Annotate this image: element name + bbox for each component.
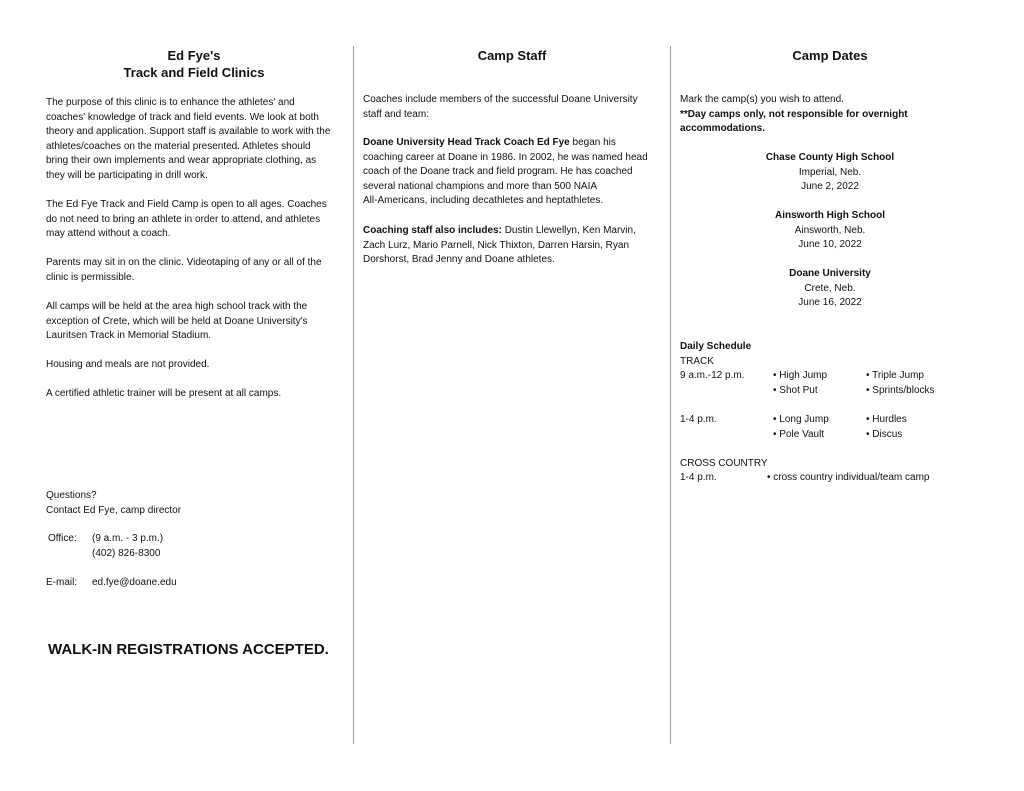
text-line: do not need to bring an athlete in order to attend, and athletes <box>46 213 321 225</box>
event-item: • Hurdles <box>866 414 907 425</box>
camp-entry-chase[interactable] <box>730 151 930 195</box>
office-hours: (9 a.m. - 3 p.m.) <box>92 533 164 544</box>
camp-date: June 2, 2022 <box>801 181 859 193</box>
text-line: exception of Crete, which will be held at Doane University's <box>46 315 308 327</box>
coaching-staff-paragraph <box>363 224 636 268</box>
contact-line: Contact Ed Fye, camp director <box>46 504 182 516</box>
camp-dates-title: Camp Dates <box>792 48 868 63</box>
camp-city: Imperial, Neb. <box>798 166 862 178</box>
day-camp-note: **Day camps only, not responsible for overnight <box>680 108 908 120</box>
text-line: Parents may sit in on the clinic. Videotaping of any or all of the <box>46 257 322 268</box>
clinic-title <box>46 47 342 81</box>
email-label: E-mail: <box>46 577 78 588</box>
event-item: • Sprints/blocks <box>866 384 935 396</box>
camp-entry-doane[interactable] <box>730 267 930 311</box>
camp-city: Crete, Neb. <box>804 282 856 294</box>
text-line: Lauritsen Track in Memorial Stadium. <box>46 330 212 342</box>
text-line: The Ed Fye Track and Field Camp is open to all ages. Coaches <box>46 199 327 210</box>
purpose-paragraph <box>46 96 330 184</box>
text-line: theory and application. Support staff is available to work with the <box>46 126 331 138</box>
text-line <box>363 136 648 151</box>
questions-label: Questions? <box>46 490 97 501</box>
office-info <box>92 532 163 561</box>
location-paragraph <box>46 300 307 344</box>
event-item: • Long Jump <box>773 414 829 425</box>
email-link[interactable]: ed.fye@doane.edu <box>92 577 177 588</box>
xc-time: 1-4 p.m. <box>680 472 717 483</box>
housing-paragraph: Housing and meals are not provided. <box>46 359 210 370</box>
schedule-header <box>680 340 751 369</box>
clinic-title-line1: Ed Fye's <box>167 48 221 63</box>
open-to-all-paragraph <box>46 198 327 242</box>
text-line: staff and team: <box>363 108 429 120</box>
head-coach-paragraph <box>363 136 648 209</box>
day-camp-note: accommodations. <box>680 123 766 135</box>
text-line: coaches' knowledge of track and field events. We look at both <box>46 111 319 123</box>
camp-dates-intro <box>680 93 908 137</box>
text-line: Dorshorst, Brad Jenny and Doane athletes. <box>363 254 555 266</box>
text-line: several national champions and more than 500 NAIA <box>363 180 598 192</box>
slot1-time: 9 a.m.-12 p.m. <box>680 370 745 381</box>
camp-school: Doane University <box>789 268 871 279</box>
camp-staff-title: Camp Staff <box>477 48 547 63</box>
text-line: athletes/coaches on the material presented. Athletes should <box>46 140 311 152</box>
event-item: • Shot Put <box>773 384 818 396</box>
text-line: they will be participating in drill work. <box>46 169 208 181</box>
event-item: • Discus <box>866 428 903 440</box>
text-line: All camps will be held at the area high school track with the <box>46 301 308 312</box>
camp-school: Ainsworth High School <box>775 210 885 221</box>
daily-schedule-title: Daily Schedule <box>680 341 752 352</box>
text-line: Coaches include members of the successful Doane University <box>363 94 638 105</box>
office-label: Office: <box>48 533 77 544</box>
column-divider-left <box>353 46 354 744</box>
office-phone: (402) 826-8300 <box>92 547 161 559</box>
event-item: • Triple Jump <box>866 370 924 381</box>
track-label: TRACK <box>680 355 714 367</box>
xc-event: • cross country individual/team camp <box>767 472 930 483</box>
text-line: bring their own implements and wear appropriate clothing, as <box>46 155 317 167</box>
text-line: coach of the Doane track and field program. He has coached <box>363 166 633 178</box>
cross-country-label: CROSS COUNTRY <box>680 458 768 469</box>
clinic-title-line2: Track and Field Clinics <box>123 65 265 80</box>
text-line: clinic is permissible. <box>46 271 135 283</box>
text-line: may attend without a coach. <box>46 228 171 240</box>
parents-paragraph <box>46 256 322 285</box>
camp-school: Chase County High School <box>765 152 895 163</box>
camp-date: June 16, 2022 <box>798 297 862 309</box>
text-line: The purpose of this clinic is to enhance the athletes' and <box>46 97 295 108</box>
slot2-events-a <box>773 413 829 442</box>
slot1-events-b <box>866 369 935 398</box>
walk-in-notice: WALK-IN REGISTRATIONS ACCEPTED. <box>48 641 329 658</box>
text-line: Zach Lurz, Mario Parnell, Nick Thixton, Darren Harsin, Ryan <box>363 239 630 251</box>
coaching-staff-label: Coaching staff also includes: <box>363 225 502 236</box>
column-divider-right <box>670 46 671 744</box>
event-item: • High Jump <box>773 370 828 381</box>
text-line: All-Americans, including decathletes and heptathletes. <box>363 195 604 207</box>
slot1-events-a <box>773 369 827 398</box>
event-item: • Pole Vault <box>773 428 825 440</box>
text-span: began his <box>569 137 616 148</box>
camp-entry-ainsworth[interactable] <box>730 209 930 253</box>
text-span: Dustin Llewellyn, Ken Marvin, <box>501 225 636 236</box>
slot2-time: 1-4 p.m. <box>680 414 717 425</box>
text-line <box>363 224 636 239</box>
questions-block <box>46 489 181 518</box>
head-coach-label: Doane University Head Track Coach Ed Fye <box>363 137 570 148</box>
camp-city: Ainsworth, Neb. <box>794 224 866 236</box>
staff-intro <box>363 93 638 122</box>
mark-instruction: Mark the camp(s) you wish to attend. <box>680 94 844 105</box>
camp-date: June 10, 2022 <box>798 239 862 251</box>
text-line: coaching career at Doane in 1986. In 2002, he was named head <box>363 151 648 163</box>
slot2-events-b <box>866 413 907 442</box>
trainer-paragraph: A certified athletic trainer will be present at all camps. <box>46 388 282 399</box>
